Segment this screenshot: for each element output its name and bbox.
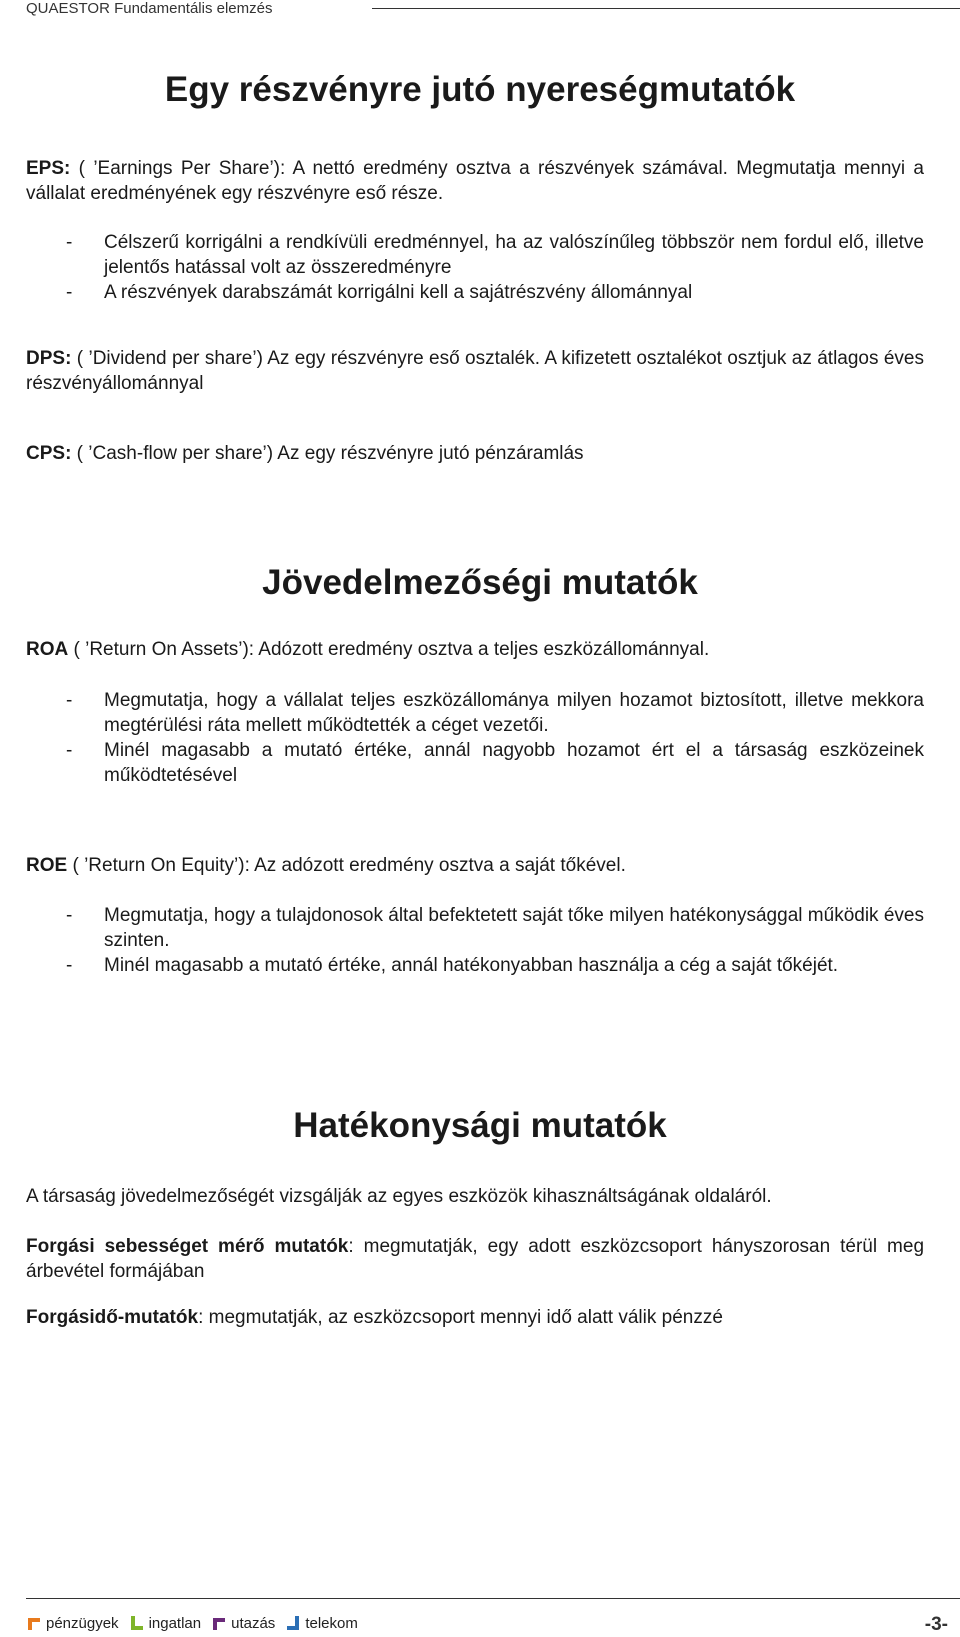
- list-item: - Minél magasabb a mutató értéke, annál nagyobb hozamot ért el a társaság eszközeinek működtetésével: [66, 740, 924, 786]
- footer-item-penzugyek: pénzügyek: [26, 1614, 119, 1632]
- ingatlan-icon: [129, 1614, 145, 1632]
- list-item: - Célszerű korrigálni a rendkívüli eredménnyel, ha az valószínűleg többször nem fordul elő, illetve jelentős hatással volt az összeredményre: [66, 232, 924, 278]
- roa-text: ( ’Return On Assets’): Adózott eredmény osztva a teljes eszközállománnyal.: [68, 639, 710, 660]
- list-item: - Megmutatja, hogy a vállalat teljes eszközállománya milyen hozamot biztosított, illetve mekkora megtérülési ráta mellett működtették a céget vezetői.: [66, 690, 924, 736]
- roe-paragraph: [26, 853, 924, 878]
- eps-text: ( ’Earnings Per Share’): A nettó eredmény osztva a részvények számával. Megmutatja mennyi a vállalat eredményének egy részvényre eső része.: [26, 158, 924, 204]
- dps-paragraph: [26, 346, 924, 396]
- section1-heading: Egy részvényre jutó nyereségmutatók: [164, 70, 796, 109]
- eps-bullet-list: [66, 230, 924, 305]
- roe-bullet-list: [66, 903, 924, 978]
- eps-label: EPS:: [26, 158, 71, 179]
- header-title: QUAESTOR Fundamentális elemzés: [26, 0, 273, 17]
- forgasi-text: : megmutatják, egy adott eszközcsoport hányszorosan térül meg árbevétel formájában: [26, 1236, 925, 1282]
- eps-paragraph: [26, 156, 924, 206]
- forgasido-paragraph: [26, 1305, 924, 1330]
- forgasi-label: Forgási sebességet mérő mutatók: [26, 1236, 349, 1257]
- dps-text: ( ’Dividend per share’) Az egy részvényre eső osztalék. A kifizetett osztalékot osztjuk az átlagos éves részvényállománnyal: [26, 348, 924, 394]
- cps-label: CPS:: [26, 443, 72, 464]
- forgasido-label: Forgásidő-mutatók: [26, 1307, 199, 1328]
- header-rule: [372, 8, 960, 9]
- list-item: - Megmutatja, hogy a tulajdonosok által befektetett saját tőke milyen hatékonysággal működik éves szinten.: [66, 905, 924, 951]
- list-item: - Minél magasabb a mutató értéke, annál hatékonyabban használja a cég a saját tőkéjét.: [66, 955, 839, 976]
- cps-paragraph: [26, 441, 924, 466]
- forgasido-text: : megmutatják, az eszközcsoport mennyi idő alatt válik pénzzé: [198, 1307, 723, 1328]
- section2-heading: Jövedelmezőségi mutatók: [262, 563, 698, 602]
- footer-rule: [26, 1598, 960, 1599]
- section3-heading: Hatékonysági mutatók: [293, 1106, 667, 1145]
- forgasi-paragraph: [26, 1234, 924, 1284]
- dps-label: DPS:: [26, 348, 72, 369]
- roe-label: ROE: [26, 855, 68, 876]
- list-item: - A részvények darabszámát korrigálni kell a sajátrészvény állománnyal: [66, 282, 693, 303]
- footer-item-utazas: utazás: [211, 1614, 275, 1632]
- footer-item-ingatlan: ingatlan: [129, 1614, 202, 1632]
- utazas-icon: [211, 1614, 227, 1632]
- roa-paragraph: [26, 637, 924, 662]
- footer-brand-bar: [26, 1611, 368, 1635]
- telekom-icon: [285, 1614, 301, 1632]
- roa-label: ROA: [26, 639, 69, 660]
- page-number: -3-: [924, 1614, 948, 1635]
- hatekonysagi-intro: A társaság jövedelmezőségét vizsgálják az egyes eszközök kihasználtságának oldaláról.: [26, 1186, 772, 1207]
- roa-bullet-list: [66, 688, 924, 788]
- roe-text: ( ’Return On Equity’): Az adózott eredmény osztva a saját tőkével.: [67, 855, 626, 876]
- cps-text: ( ’Cash-flow per share’) Az egy részvényre jutó pénzáramlás: [71, 443, 584, 464]
- penzugyek-icon: [26, 1614, 42, 1632]
- footer-item-telekom: telekom: [285, 1614, 358, 1632]
